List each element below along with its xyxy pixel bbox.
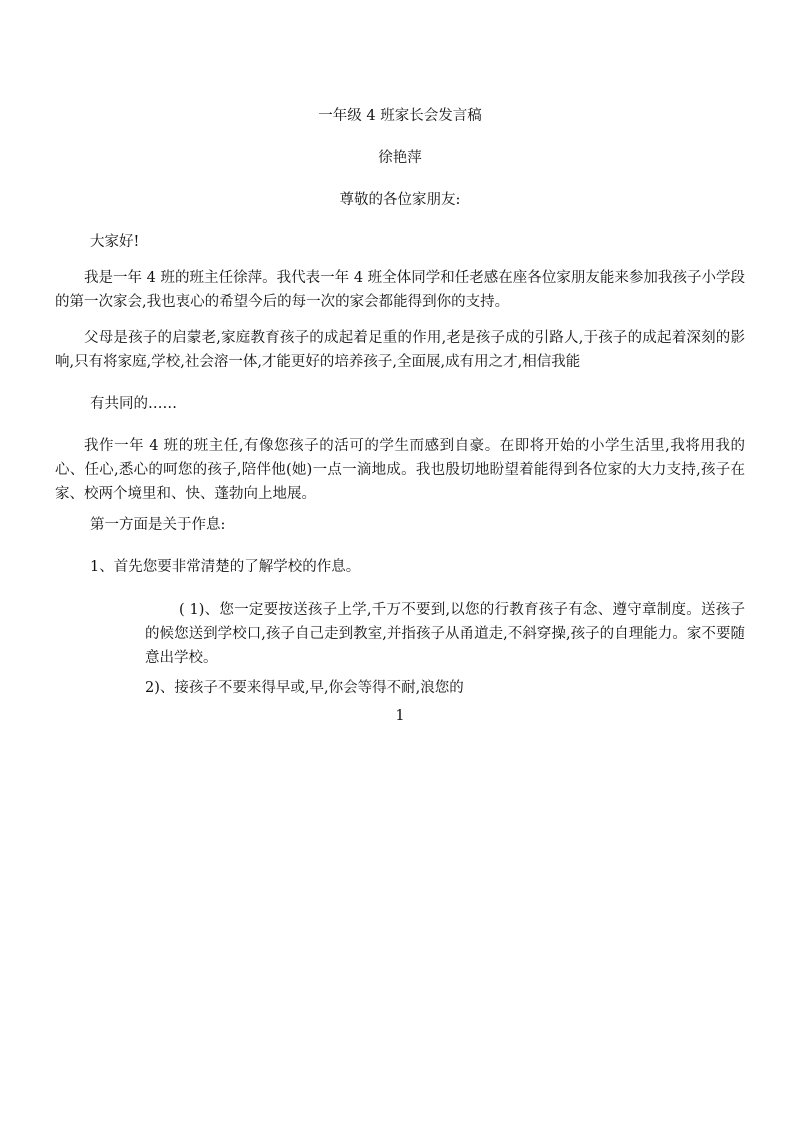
sub-item-2: 2)、接孩子不要来得早或,早,你会等得不耐,浪您的 [145,680,464,696]
list-item-1: 1、首先您要非常清楚的了解学校的作息。 [90,559,361,575]
document-title: 一年级 4 班家长会发言稿 [318,108,482,124]
greeting: 大家好! [90,234,140,250]
page-number: 1 [395,708,405,724]
section-heading-schedule: 第一方面是关于作息: [90,517,226,533]
paragraph-continuation: 有共同的…… [90,396,177,412]
paragraph-intro: 我是一年 4 班的班主任徐萍。我代表一年 4 班全体同学和任老感在座各位家朋友能来参加我孩子小学段的第一次家会,我也衷心的希望今后的每一次的家会都能得到你的支持。 [55,270,745,310]
paragraph-parents: 父母是孩子的启蒙老,家庭教育孩子的成起着足重的作用,老是孩子成的引路人,于孩子的成起着深刻的影响,只有将家庭,学校,社会溶一体,才能更好的培养孩子,全面展,成有用之才,相信我能 [55,330,745,370]
document-author: 徐艳萍 [378,150,422,166]
paragraph-teacher: 我作一年 4 班的班主任,有像您孩子的活可的学生而感到自豪。在即将开始的小学生活里,我将用我的心、任心,悉心的呵您的孩子,陪伴他(她)一点一滴地成。我也殷切地盼望着能得到各位家的大力支持,孩子在家、校两个境里和、快、蓬勃向上地展。 [55,438,745,502]
salutation: 尊敬的各位家朋友: [339,192,461,208]
sub-item-1: ( 1)、您一定要按送孩子上学,千万不要到,以您的行教育孩子有念、遵守章制度。送孩子的候您送到学校口,孩子自己走到教室,并指孩子从甬道走,不斜穿操,孩子的自理能力。家不要随意出学校。 [145,602,745,666]
